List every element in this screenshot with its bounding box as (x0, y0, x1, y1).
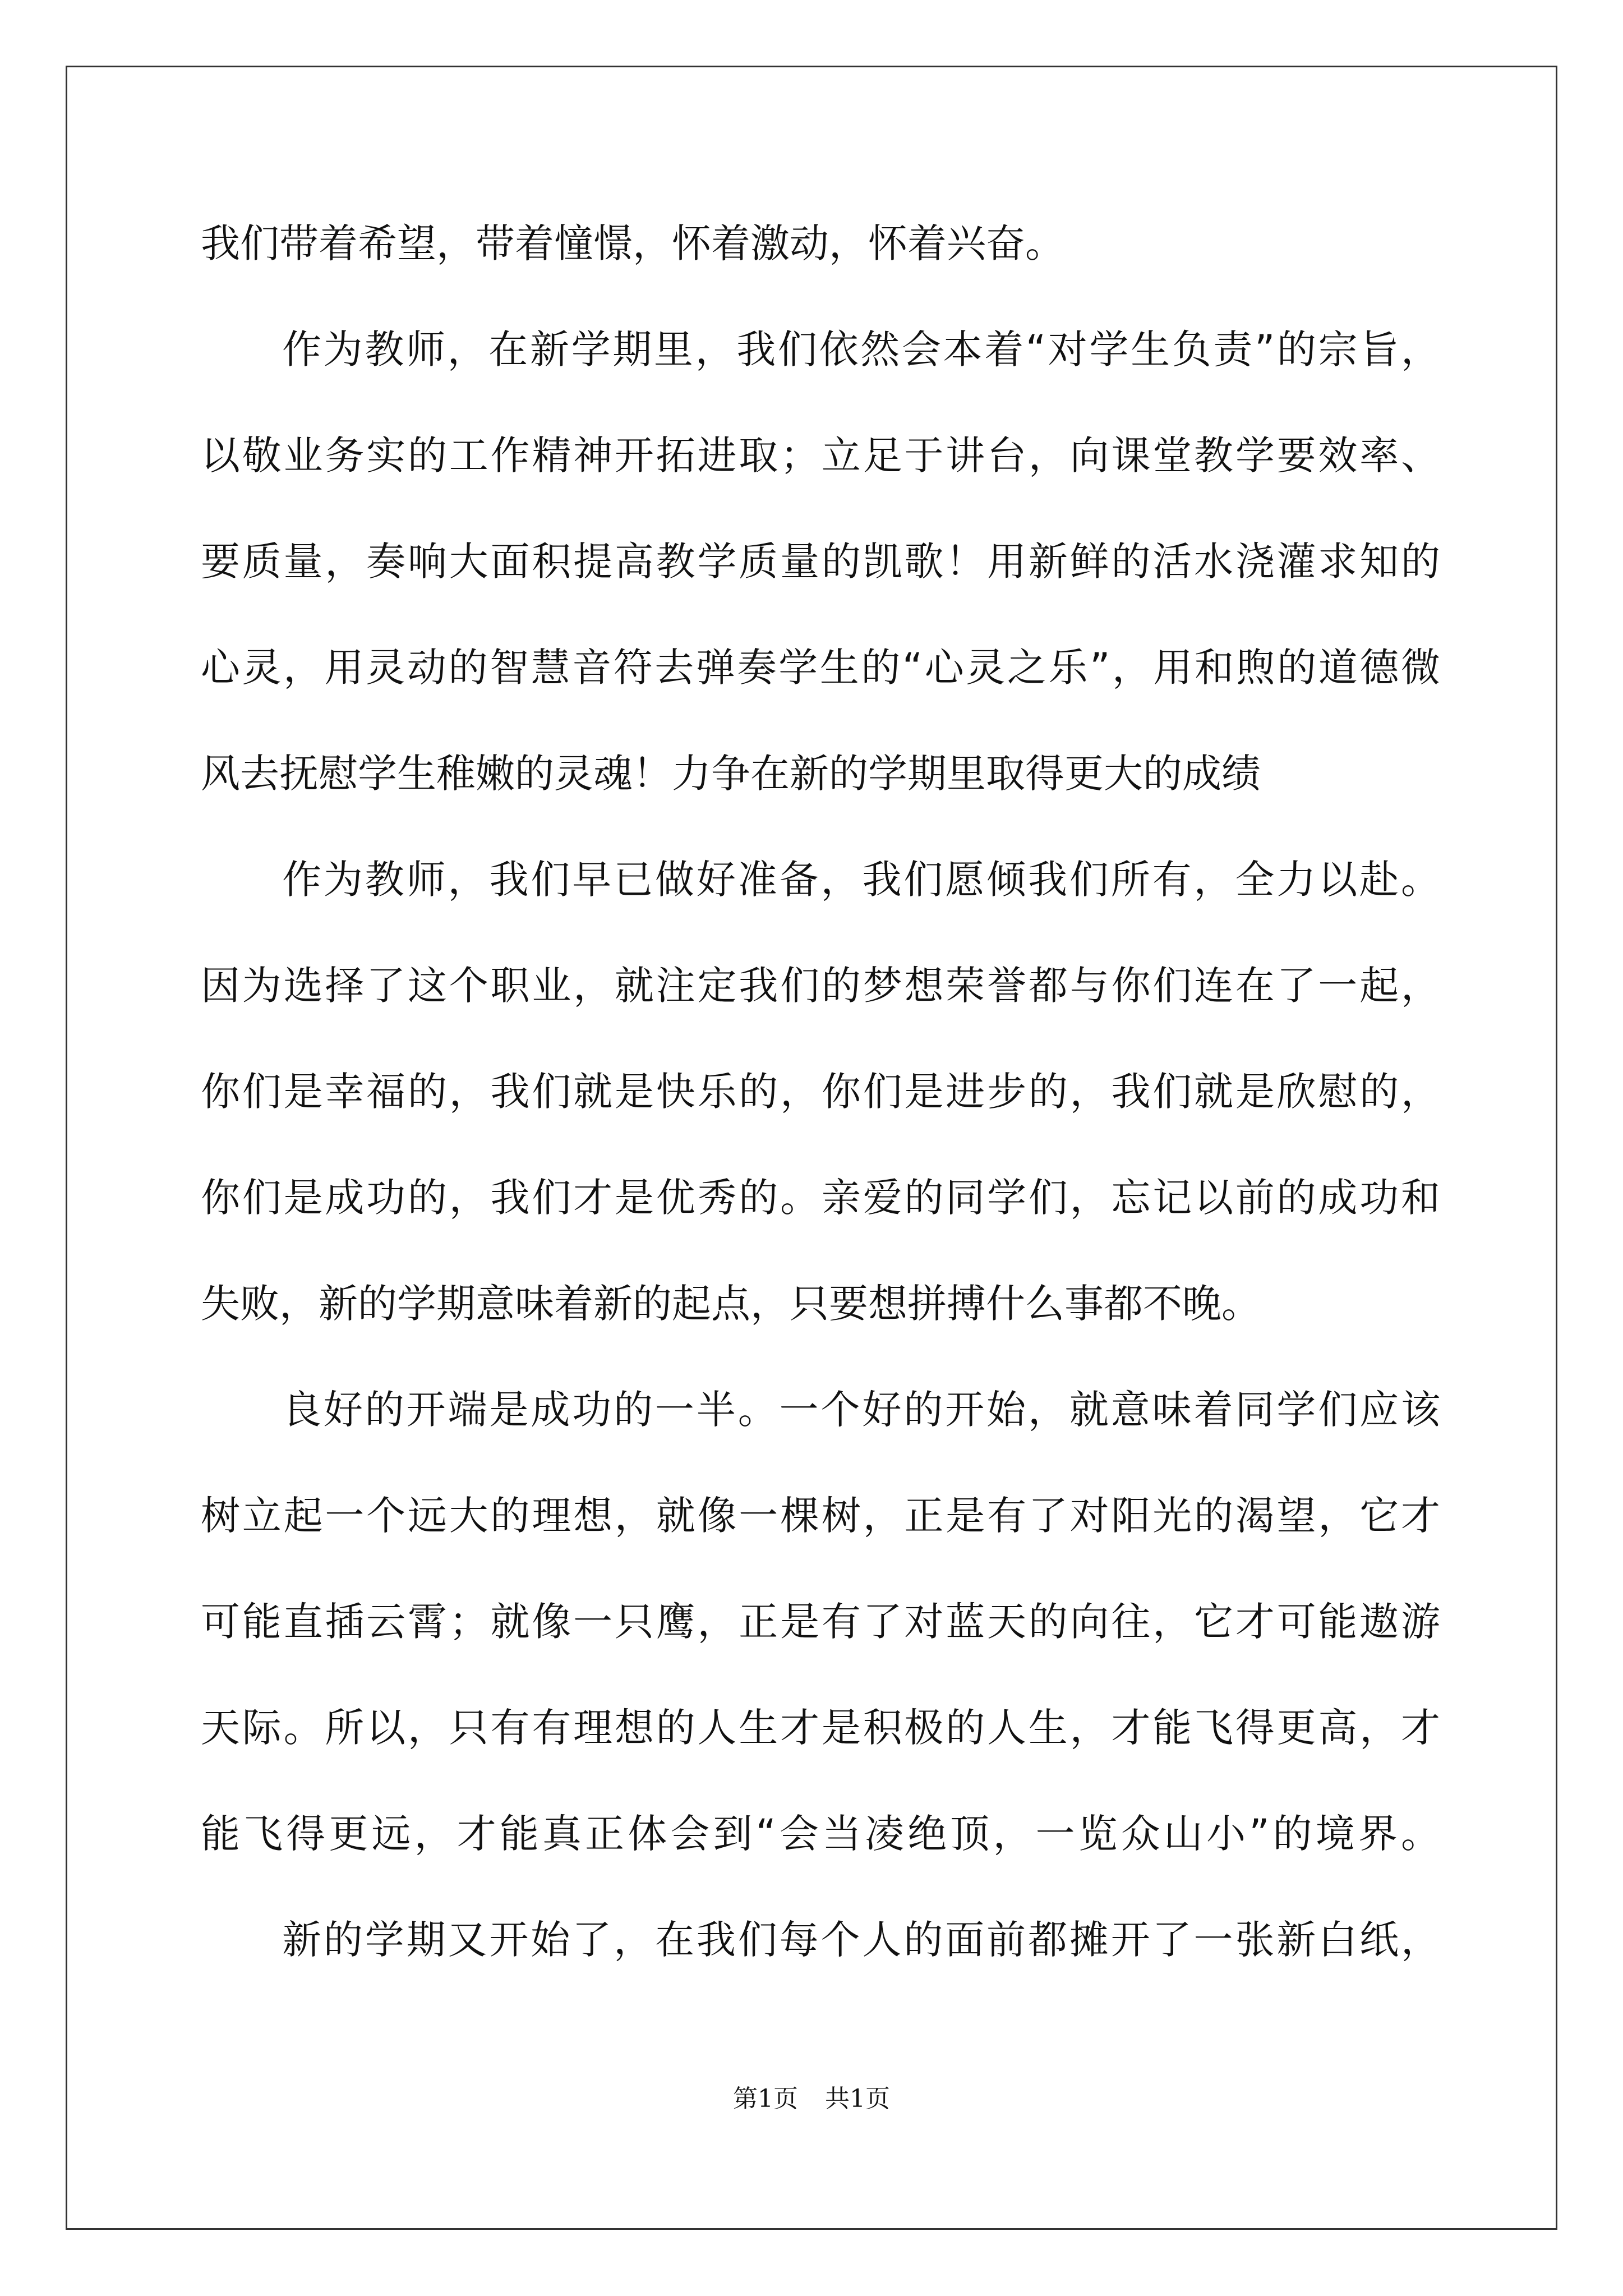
text-line: 要质量，奏响大面积提高教学质量的凯歌！用新鲜的活水浇灌求知的 (201, 539, 1440, 585)
text-line: 树立起一个远大的理想，就像一棵树，正是有了对阳光的渴望，它才 (201, 1493, 1440, 1539)
text-line: 心灵，用灵动的智慧音符去弹奏学生的“心灵之乐”，用和煦的道德微 (201, 645, 1440, 691)
text-line: 我们带着希望，带着憧憬，怀着激动，怀着兴奋。 (201, 220, 1064, 266)
page-number: 第1页 (733, 2085, 798, 2113)
text-line: 以敬业务实的工作精神开拓进取；立足于讲台，向课堂教学要效率、 (201, 432, 1440, 478)
text-line: 作为教师，我们早已做好准备，我们愿倾我们所有，全力以赴。 (282, 857, 1440, 903)
page-total: 共1页 (825, 2085, 890, 2113)
text-line: 天际。所以，只有有理想的人生才是积极的人生，才能飞得更高，才 (201, 1705, 1440, 1751)
page-footer (0, 2078, 1623, 2114)
document-body (201, 191, 1440, 1993)
text-line: 作为教师，在新学期里，我们依然会本着“对学生负责”的宗旨， (282, 326, 1440, 372)
text-line: 你们是成功的，我们才是优秀的。亲爱的同学们，忘记以前的成功和 (201, 1175, 1440, 1221)
text-line: 良好的开端是成功的一半。一个好的开始，就意味着同学们应该 (282, 1387, 1440, 1433)
text-line: 因为选择了这个职业，就注定我们的梦想荣誉都与你们连在了一起， (201, 963, 1440, 1009)
text-line: 可能直插云霄；就像一只鹰，正是有了对蓝天的向往，它才可能遨游 (201, 1599, 1440, 1645)
text-line: 你们是幸福的，我们就是快乐的，你们是进步的，我们就是欣慰的， (201, 1069, 1440, 1115)
text-line: 失败，新的学期意味着新的起点，只要想拼搏什么事都不晚。 (201, 1281, 1261, 1327)
text-line: 风去抚慰学生稚嫩的灵魂！力争在新的学期里取得更大的成绩 (201, 751, 1261, 797)
text-line: 能飞得更远，才能真正体会到“会当凌绝顶，一览众山小”的境界。 (201, 1811, 1440, 1857)
text-line: 新的学期又开始了，在我们每个人的面前都摊开了一张新白纸， (282, 1917, 1440, 1963)
